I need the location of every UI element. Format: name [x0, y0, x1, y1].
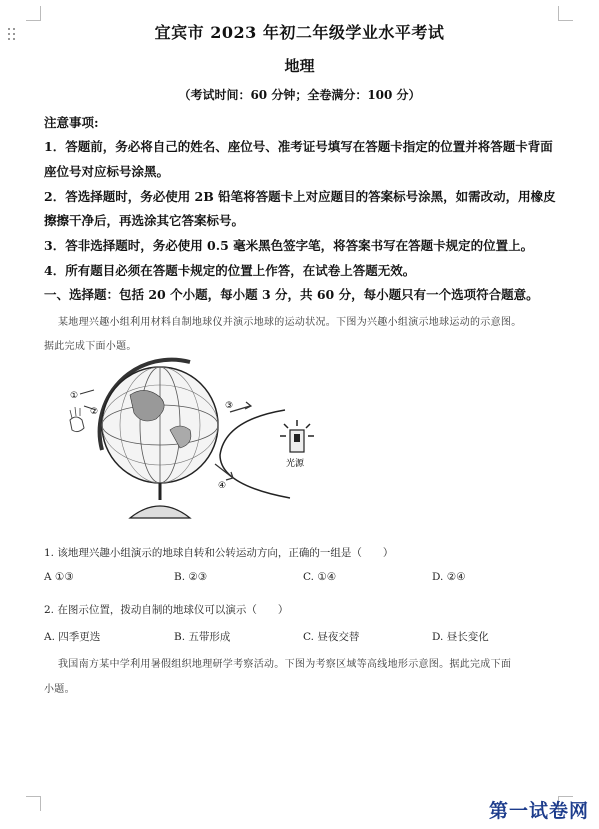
exam-title: 宜宾市 2023 年初二年级学业水平考试 — [154, 23, 445, 42]
marker-1: ① — [70, 391, 79, 401]
q2-option-a[interactable]: A. 四季更迭 — [44, 631, 101, 643]
q1-option-b[interactable]: B. ②③ — [174, 571, 208, 583]
page-corner-mark — [26, 6, 41, 21]
intro-text: 某地理兴趣小组利用材料自制地球仪并演示地球的运动状况。下图为兴趣小组演示地球运动的示意图。 — [58, 317, 522, 328]
light-source-icon — [280, 420, 314, 452]
intro-text: 据此完成下面小题。 — [44, 341, 137, 352]
q1-option-a[interactable]: A ①③ — [44, 571, 74, 583]
notice-line: 4．所有题目必须在答题卡规定的位置上作答，在试卷上答题无效。 — [44, 263, 416, 278]
notice-line: 2．答选择题时，务必使用 2B 铅笔将答题卡上对应题目的答案标号涂黑，如需改动，用橡皮 — [44, 189, 556, 204]
q2-option-c[interactable]: C. 昼夜交替 — [303, 631, 360, 643]
page-corner-mark — [26, 796, 41, 811]
question-2-stem: 2. 在图示位置，拨动自制的地球仪可以演示（ ） — [44, 604, 289, 616]
passage-text: 我国南方某中学利用暑假组织地理研学考察活动。下图为考察区域等高线地形示意图。据此完成下面 — [58, 659, 512, 670]
q2-option-d[interactable]: D. 昼长变化 — [432, 631, 489, 643]
q1-option-d[interactable]: D. ②④ — [432, 571, 466, 583]
section-heading: 一、选择题：包括 20 个小题，每小题 3 分，共 60 分，每小题只有一个选项符合题意。 — [44, 287, 539, 302]
notice-line: 座位号对应标号涂黑。 — [44, 164, 170, 179]
notice-line: 擦擦干净后，再选涂其它答案标号。 — [44, 213, 245, 228]
subject-title: 地理 — [284, 57, 315, 75]
site-watermark: 第一试卷网 — [488, 800, 589, 822]
q2-option-b[interactable]: B. 五带形成 — [174, 631, 231, 643]
globe-figure — [60, 350, 360, 530]
marker-2: ② — [90, 407, 99, 417]
notice-line: 3．答非选择题时，务必使用 0.5 毫米黑色签字笔，将答案书写在答题卡规定的位置上。 — [44, 238, 534, 253]
page-corner-mark — [558, 6, 573, 21]
marker-3: ③ — [225, 401, 234, 411]
q1-option-c[interactable]: C. ①④ — [303, 571, 337, 583]
notice-heading: 注意事项: — [44, 115, 99, 130]
notice-line: 1．答题前，务必将自己的姓名、座位号、准考证号填写在答题卡指定的位置并将答题卡背面 — [44, 139, 553, 154]
passage-text: 小题。 — [44, 684, 75, 695]
question-1-stem: 1. 该地理兴趣小组演示的地球自转和公转运动方向，正确的一组是（ ） — [44, 547, 394, 559]
exam-info: （考试时间：60 分钟；全卷满分：100 分） — [178, 88, 421, 102]
marker-4: ④ — [218, 481, 227, 491]
light-source-label: 光源 — [286, 459, 305, 469]
